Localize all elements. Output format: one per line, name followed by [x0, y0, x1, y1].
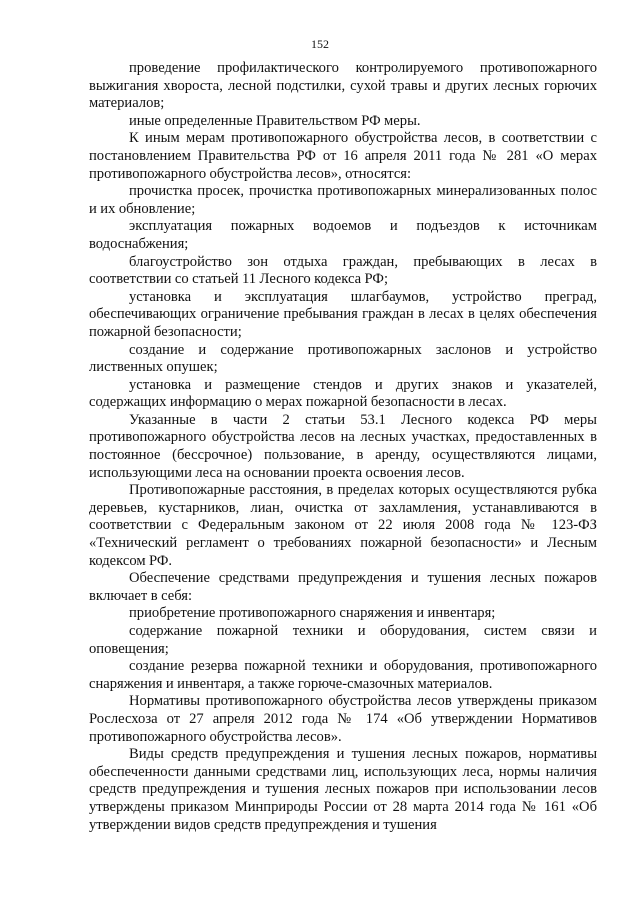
paragraph: прочистка просек, прочистка противопожарных минерализованных полос и их обновление; [89, 183, 597, 217]
page-number: 152 [311, 37, 329, 51]
paragraph: благоустройство зон отдыха граждан, пребывающих в лесах в соответствии со статьей 11 Лесного кодекса РФ; [89, 253, 597, 288]
paragraph: Виды средств предупреждения и тушения лесных пожаров, нормативы обеспеченности данными средствами лиц, использующих леса, нормы наличия средств предупреждения и тушения лесных пожаров при использовании лесов утверждены приказом Минприроды России от 28 марта 2014 года № 161 «Об утверждении видов средств предупреждения и тушения [89, 746, 597, 833]
paragraph: Обеспечение средствами предупреждения и тушения лесных пожаров включает в себя: [89, 570, 597, 604]
paragraph: приобретение противопожарного снаряжения и инвентаря; [129, 605, 496, 622]
paragraph: установка и размещение стендов и других знаков и указателей, содержащих информацию о мерах пожарной безопасности в лесах. [89, 376, 597, 411]
paragraph: иные определенные Правительством РФ меры. [129, 112, 421, 129]
paragraph: проведение профилактического контролируемого противопожарного выжигания хвороста, лесной подстилки, сухой травы и других лесных горючих материалов; [89, 60, 597, 112]
paragraph: Противопожарные расстояния, в пределах которых осуществляются рубка деревьев, кустарников, лиан, очистка от захламления, устанавливаются в соответствии с Федеральным законом от 22 июля 2008 года № 123-ФЗ «Технический регламент о требованиях пожарной безопасности» и Лесным кодексом РФ. [89, 482, 597, 569]
paragraph: Нормативы противопожарного обустройства лесов утверждены приказом Рослесхоза от 27 апреля 2012 года № 174 «Об утверждении Нормативов противопожарного обустройства лесов». [89, 693, 597, 745]
paragraph: установка и эксплуатация шлагбаумов, устройство преград, обеспечивающих ограничение пребывания граждан в лесах в целях обеспечения пожарной безопасности; [89, 288, 597, 340]
paragraph: создание резерва пожарной техники и оборудования, противопожарного снаряжения и инвентаря, а также горюче-смазочных материалов. [89, 658, 597, 692]
paragraph: К иным мерам противопожарного обустройства лесов, в соответствии с постановлением Правительства РФ от 16 апреля 2011 года № 281 «О мерах противопожарного обустройства лесов», относятся: [89, 130, 597, 182]
body-text [89, 60, 597, 834]
paragraph: Указанные в части 2 статьи 53.1 Лесного кодекса РФ меры противопожарного обустройства лесов на лесных участках, предоставленных в постоянное (бессрочное) пользование, в аренду, осуществляются лицами, использующими леса на основании проекта освоения лесов. [89, 411, 597, 481]
paragraph: эксплуатация пожарных водоемов и подъездов к источникам водоснабжения; [89, 218, 597, 252]
paragraph: создание и содержание противопожарных заслонов и устройство лиственных опушек; [89, 341, 597, 376]
paragraph: содержание пожарной техники и оборудования, систем связи и оповещения; [89, 623, 597, 657]
